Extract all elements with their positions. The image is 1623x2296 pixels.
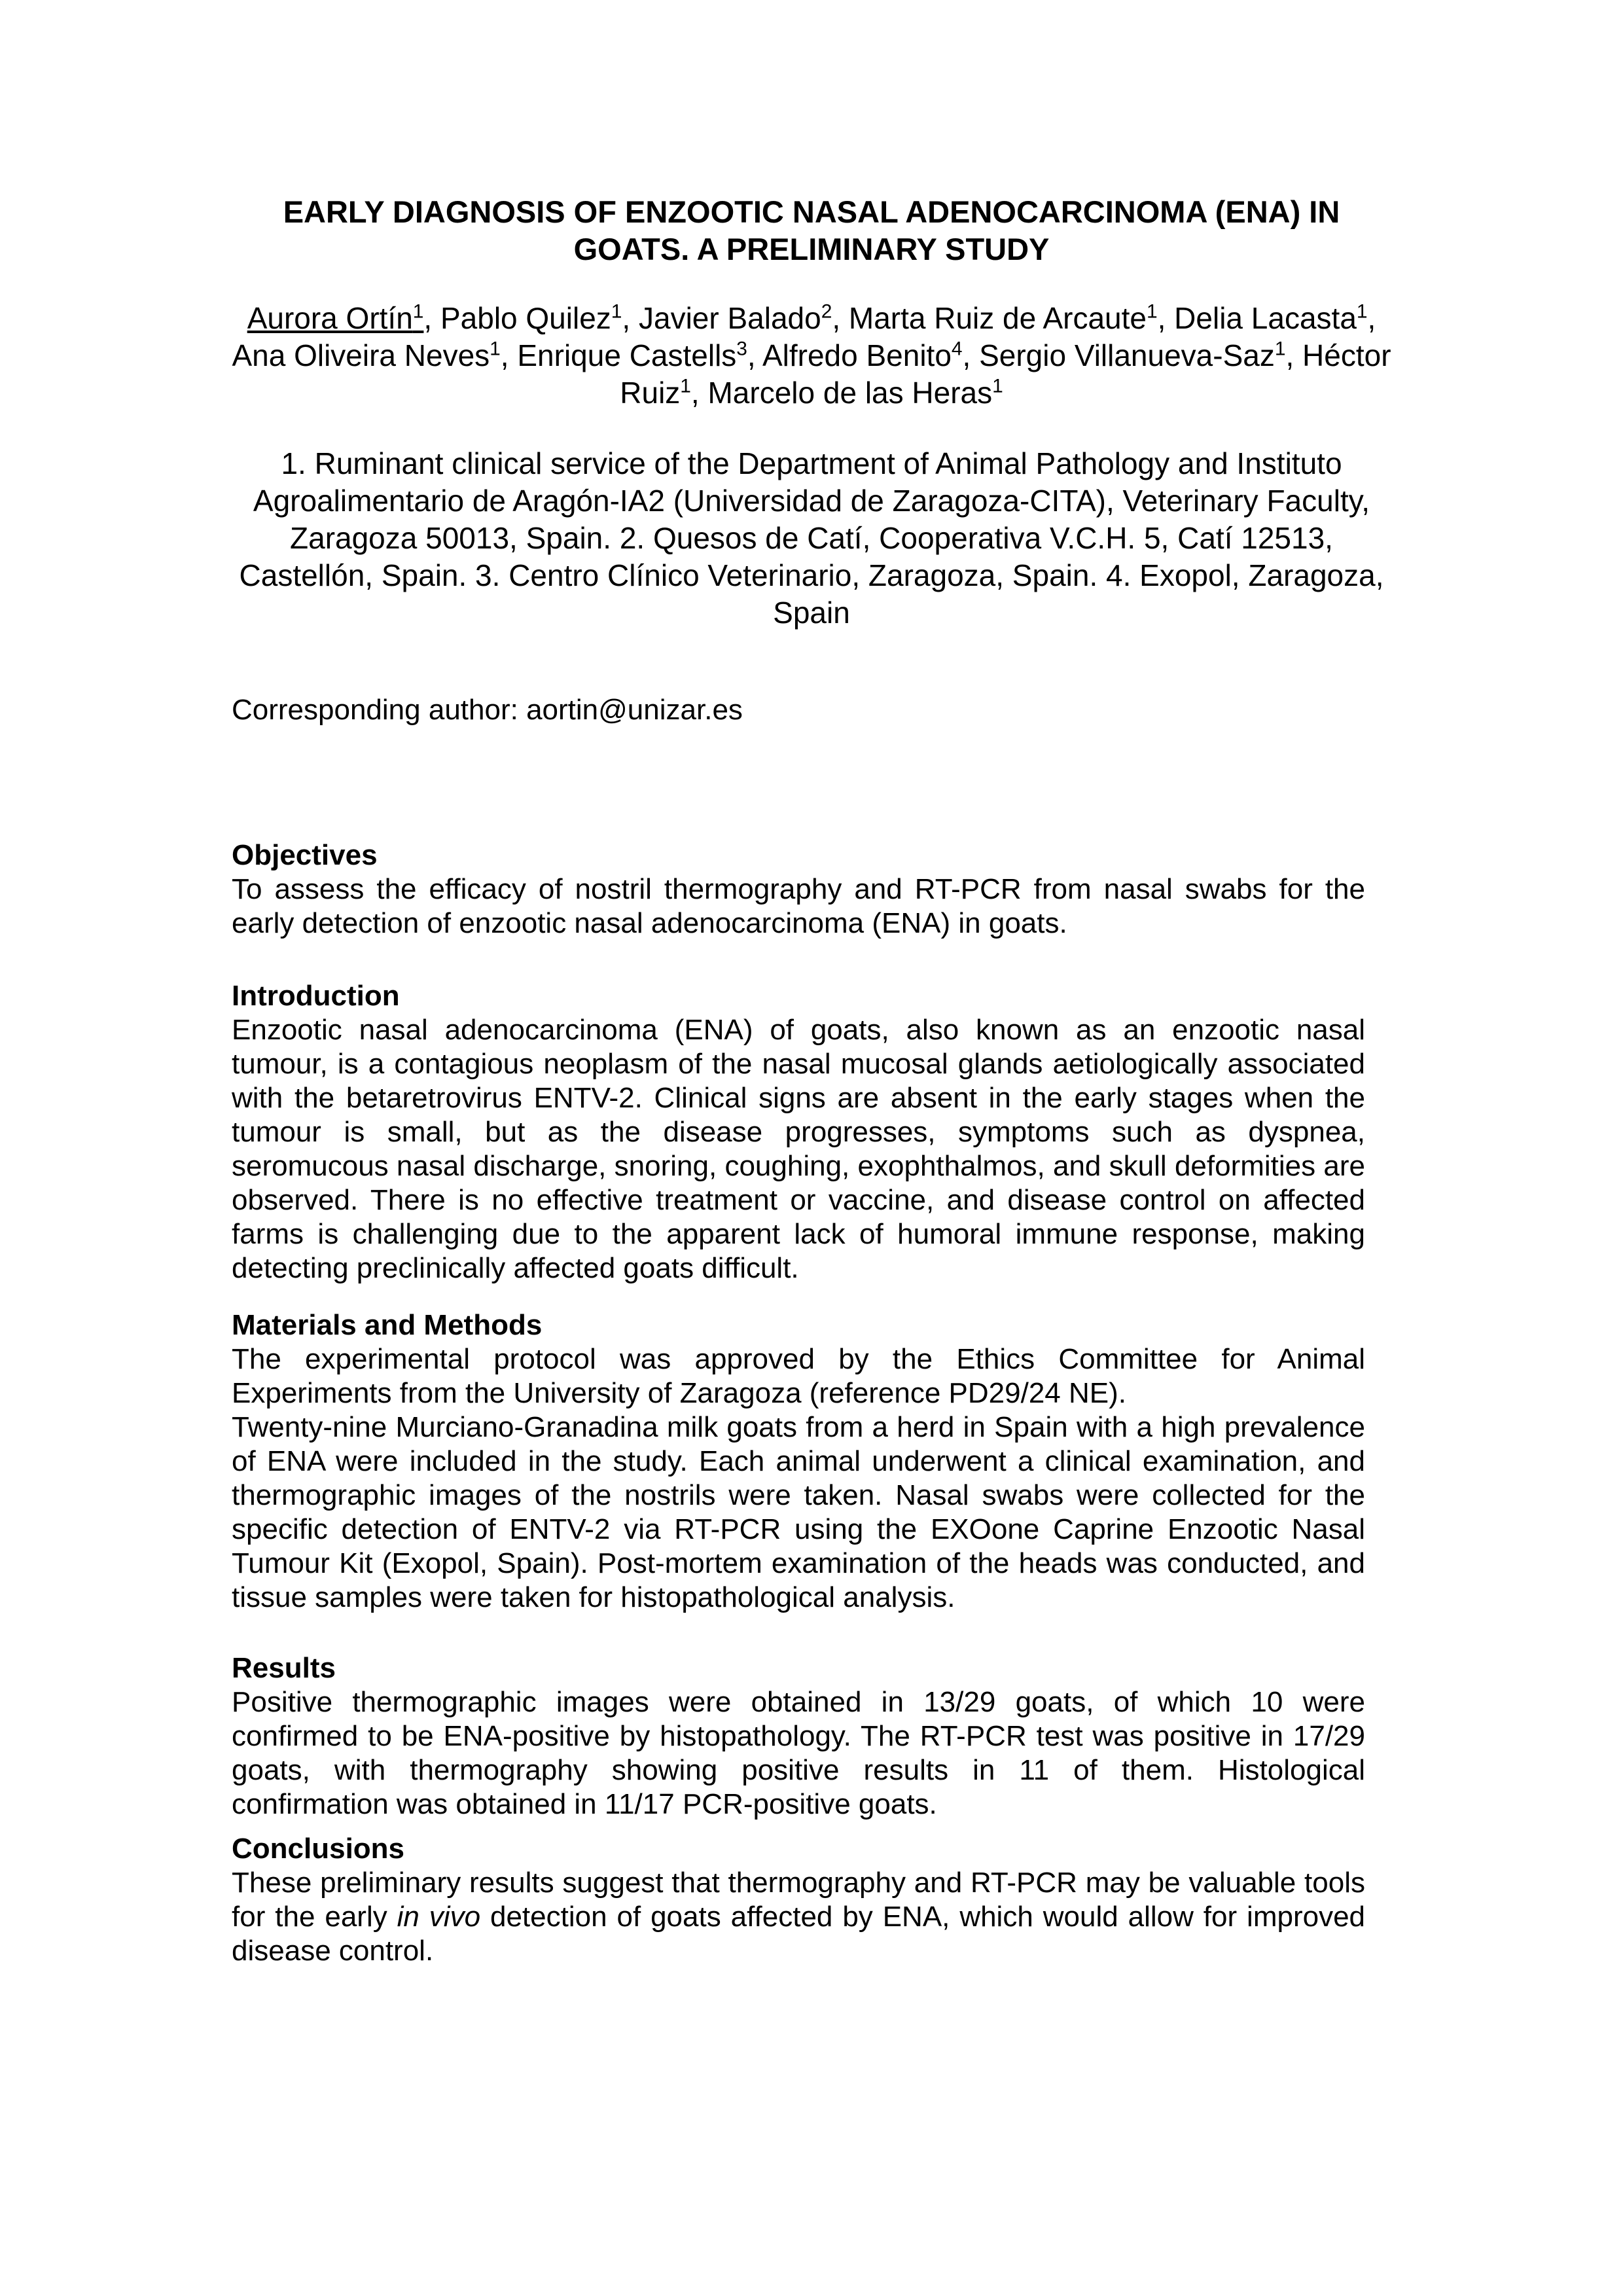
superscript: 1 xyxy=(992,375,1003,397)
section-results xyxy=(232,1651,1365,1821)
superscript: 4 xyxy=(951,338,963,360)
corresponding-author-label: Corresponding author: xyxy=(232,694,518,726)
authors-line xyxy=(227,300,1396,412)
text-run: detection of goats affected by ENA, which would allow for improved disease control. xyxy=(232,1901,1366,1967)
affiliations: 1. Ruminant clinical service of the Department of Animal Pathology and Instituto Agroalimentario de Aragón-IA2 (Universidad de Zaragoza-CITA), Veterinary Faculty, Zaragoza 50013, Spain. 2. Quesos de Catí, Cooperativa V.C.H. 5, Catí 12513, Castellón, Spain. 3. Centro Clínico Veterinario, Zaragoza, Spain. 4. Exopol, Zaragoza, Spain xyxy=(239,446,1384,630)
objectives-body: To assess the efficacy of nostril thermography and RT-PCR from nasal swabs for the early detection of enzootic nasal adenocarcinoma (ENA) in goats. xyxy=(232,873,1365,939)
objectives-heading: Objectives xyxy=(232,839,378,871)
italic-text: in vivo xyxy=(397,1901,481,1933)
paper-title: EARLY DIAGNOSIS OF ENZOOTIC NASAL ADENOCARCINOMA (ENA) IN GOATS. A PRELIMINARY STUDY xyxy=(283,194,1340,266)
text-run: , Marta Ruiz de Arcaute xyxy=(832,301,1147,335)
text-run: , Ana Oliveira Neves xyxy=(232,301,1376,372)
results-heading: Results xyxy=(232,1652,336,1684)
text-run: , Javier Balado xyxy=(622,301,821,335)
superscript: 1 xyxy=(490,338,501,360)
text-run: , Pablo Quilez xyxy=(423,301,611,335)
section-conclusions xyxy=(232,1832,1365,1968)
text-run: These preliminary results suggest that thermography and RT-PCR may be valuable tools for the early xyxy=(232,1867,1365,1933)
conclusions-heading: Conclusions xyxy=(232,1833,405,1865)
section-objectives xyxy=(232,838,1365,941)
section-introduction xyxy=(232,979,1365,1285)
corresponding-author xyxy=(232,693,1365,727)
text-run: Aurora Ortín xyxy=(247,301,413,335)
superscript: 1 xyxy=(1147,300,1158,323)
text-run: , Delia Lacasta xyxy=(1157,301,1357,335)
conclusions-body xyxy=(232,1866,1365,1968)
superscript: 1 xyxy=(1274,338,1286,360)
superscript: 2 xyxy=(821,300,832,323)
introduction-heading: Introduction xyxy=(232,980,400,1012)
text-run: , Marcelo de las Heras xyxy=(690,376,993,410)
results-body: Positive thermographic images were obtained in 13/29 goats, of which 10 were confirmed to be ENA-positive by histopathology. The RT-PCR test was positive in 17/29 goats, with thermography showing positive results in 11 of them. Histological confirmation was obtained in 11/17 PCR-positive goats. xyxy=(232,1686,1365,1820)
corresponding-email: aortin@unizar.es xyxy=(526,694,743,726)
underlined-text xyxy=(247,301,424,335)
materials-and-methods-paragraph-1: The experimental protocol was approved by the Ethics Committee for Animal Experiments from the University of Zaragoza (reference PD29/24 NE). xyxy=(232,1343,1365,1409)
introduction-body: Enzootic nasal adenocarcinoma (ENA) of goats, also known as an enzootic nasal tumour, is a contagious neoplasm of the nasal mucosal glands aetiologically associated with the betaretrovirus ENTV-2. Clinical signs are absent in the early stages when the tumour is small, but as the disease progresses, symptoms such as dyspnea, seromucous nasal discharge, snoring, coughing, exophthalmos, and skull deformities are observed. There is no effective treatment or vaccine, and disease control on affected farms is challenging due to the apparent lack of humoral immune response, making detecting preclinically affected goats difficult. xyxy=(232,1014,1365,1284)
superscript: 1 xyxy=(1356,300,1368,323)
materials-and-methods-paragraph-2: Twenty-nine Murciano-Granadina milk goats from a herd in Spain with a high prevalence of ENA were included in the study. Each animal underwent a clinical examination, and thermographic images of the nostrils were taken. Nasal swabs were collected for the specific detection of ENTV-2 via RT-PCR using the EXOone Caprine Enzootic Nasal Tumour Kit (Exopol, Spain). Post-mortem examination of the heads was conducted, and tissue samples were taken for histopathological analysis. xyxy=(232,1411,1365,1613)
superscript: 1 xyxy=(611,300,622,323)
superscript: 3 xyxy=(736,338,747,360)
text-run: , Héctor Ruiz xyxy=(620,338,1391,410)
text-run: , Sergio Villanueva-Saz xyxy=(962,338,1275,372)
superscript: 1 xyxy=(412,300,424,323)
text-run: , Alfredo Benito xyxy=(747,338,952,372)
section-materials-and-methods xyxy=(232,1308,1365,1615)
materials-and-methods-heading: Materials and Methods xyxy=(232,1309,543,1341)
text-run: , Enrique Castells xyxy=(500,338,737,372)
superscript: 1 xyxy=(680,375,691,397)
